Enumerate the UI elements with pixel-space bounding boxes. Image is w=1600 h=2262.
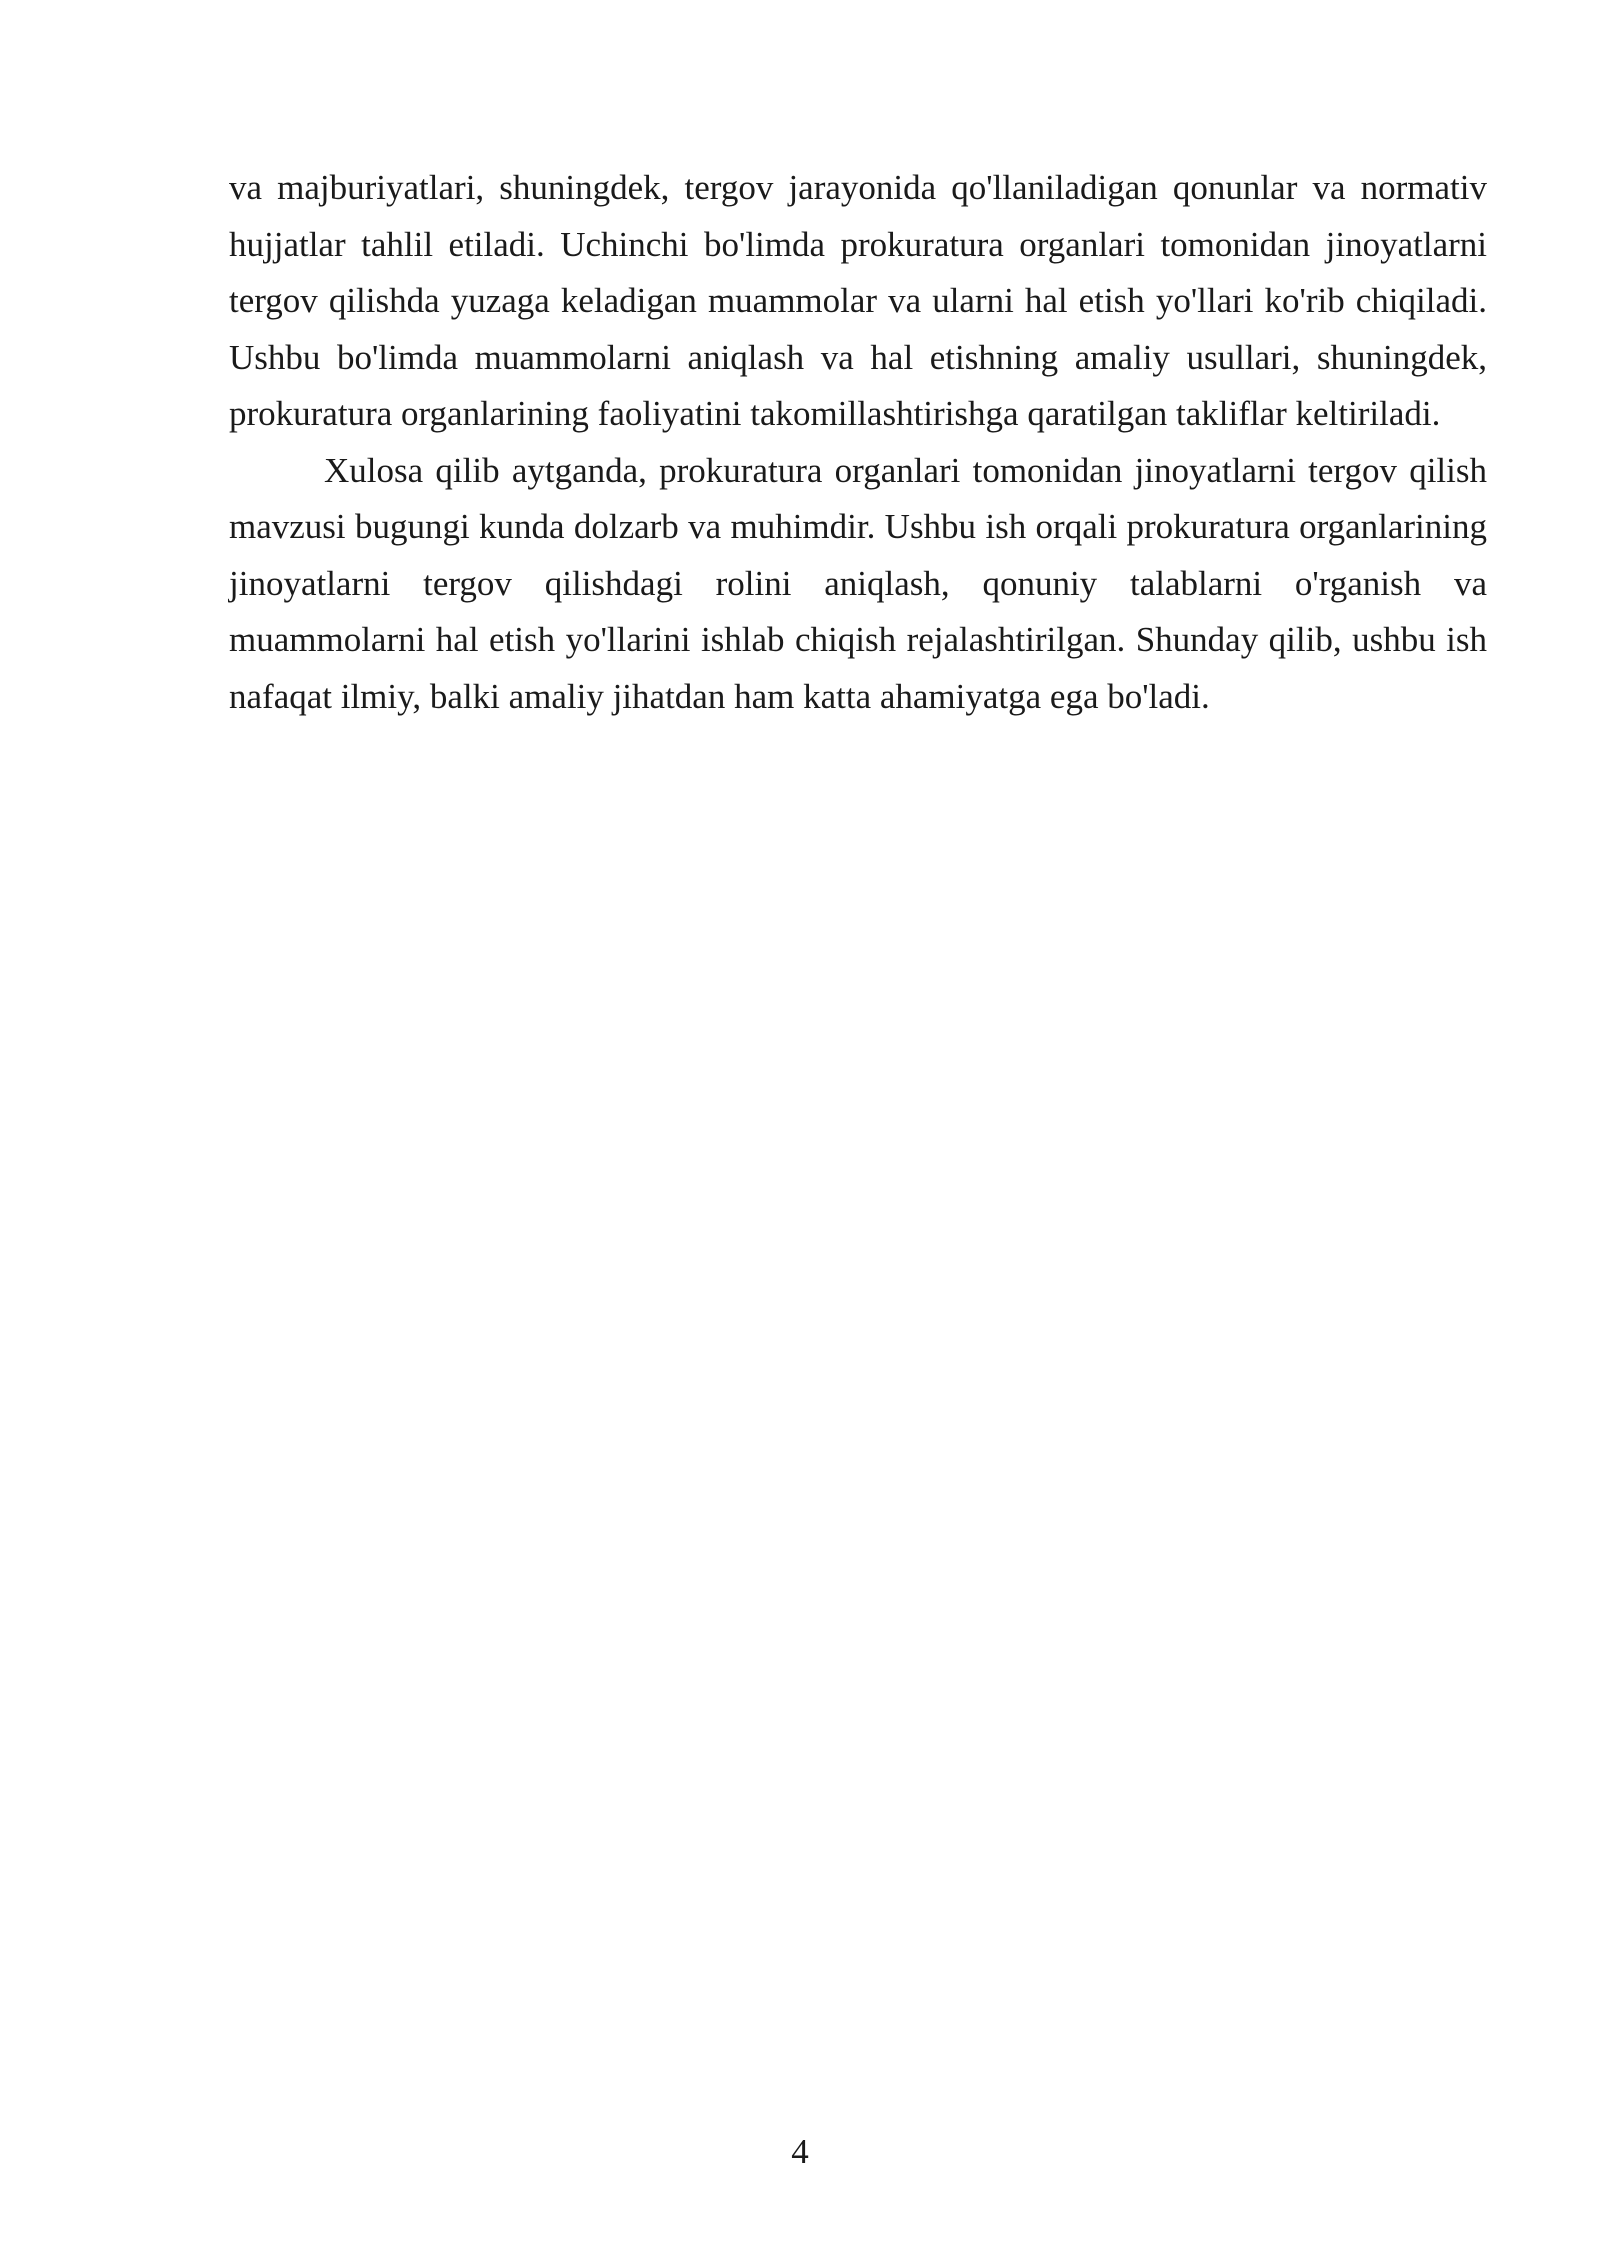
body-text [229, 160, 1487, 725]
paragraph-conclusion: Xulosa qilib aytganda, prokuratura organlari tomonidan jinoyatlarni tergov qilish mavzusi bugungi kunda dolzarb va muhimdir. Ushbu ish orqali prokuratura organlarining jinoyatlarni tergov qilishdagi rolini aniqlash, qonuniy talablarni o'rganish va muammolarni hal etish yo'llarini ishlab chiqish rejalashtirilgan. Shunday qilib, ushbu ish nafaqat ilmiy, balki amaliy jihatdan ham katta ahamiyatga ega bo'ladi. [229, 450, 1487, 716]
page-number: 4 [791, 2132, 809, 2171]
paragraph-continuation: va majburiyatlari, shuningdek, tergov jarayonida qo'llaniladigan qonunlar va normativ hujjatlar tahlil etiladi. Uchinchi bo'limda prokuratura organlari tomonidan jinoyatlarni tergov qilishda yuzaga keladigan muammolar va ularni hal etish yo'llari ko'rib chiqiladi. Ushbu bo'limda muammolarni aniqlash va hal etishning amaliy usullari, shuningdek, prokuratura organlarining faoliyatini takomillashtirishga qaratilgan takliflar keltiriladi. [229, 168, 1487, 433]
